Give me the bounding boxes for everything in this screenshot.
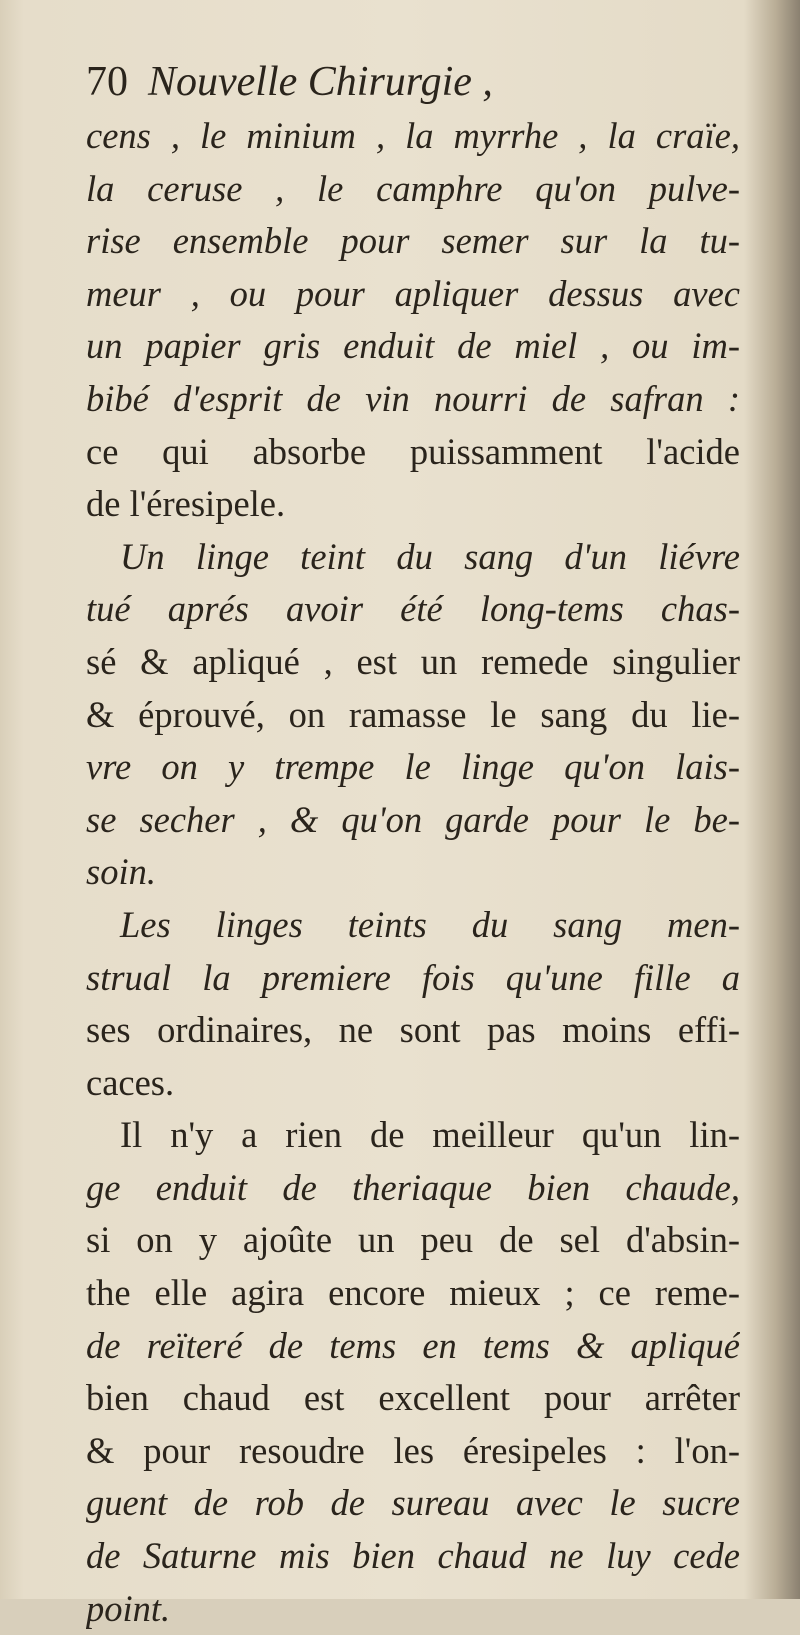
- text-line: bibé d'esprit de vin nourri de safran :: [86, 377, 740, 419]
- running-header: [86, 52, 740, 112]
- text-line: soin.: [86, 851, 156, 893]
- text-line: Il n'y a rien de meilleur qu'un lin-: [120, 1114, 740, 1156]
- text-line: meur , ou pour apliquer dessus avec: [86, 272, 740, 314]
- text-line: strual la premiere fois qu'une fille a: [86, 956, 740, 998]
- page-number: 70: [86, 59, 128, 105]
- text-line: se secher , & qu'on garde pour le be-: [86, 798, 740, 840]
- text-line: vre on y trempe le linge qu'on lais-: [86, 746, 740, 788]
- text-line: de reïteré de tems en tems & apliqué: [86, 1324, 740, 1366]
- text-line: tué aprés avoir été long-tems chas-: [86, 588, 740, 630]
- text-line: sé & apliqué , est un remede singulier: [86, 640, 740, 682]
- text-line: un papier gris enduit de miel , ou im-: [86, 325, 740, 367]
- text-line: rise ensemble pour semer sur la tu-: [86, 220, 740, 262]
- text-line: Les linges teints du sang men-: [120, 903, 740, 945]
- text-line: the elle agira encore mieux ; ce reme-: [86, 1272, 740, 1314]
- text-line: point.: [86, 1587, 171, 1629]
- text-line: Un linge teint du sang d'un liévre: [120, 535, 740, 577]
- text-line: si on y ajoûte un peu de sel d'absin-: [86, 1219, 740, 1261]
- text-line: & pour resoudre les éresipeles : l'on-: [86, 1429, 740, 1471]
- text-line: de Saturne mis bien chaud ne luy cede: [86, 1535, 740, 1577]
- running-title: Nouvelle Chirurgie ,: [148, 59, 493, 105]
- body-text: [86, 110, 740, 1635]
- text-line: ce qui absorbe puissamment l'acide: [86, 430, 740, 472]
- text-line: de l'éresipele.: [86, 483, 286, 525]
- text-line: ses ordinaires, ne sont pas moins effi-: [86, 1009, 740, 1051]
- text-line: bien chaud est excellent pour arrêter: [86, 1377, 740, 1419]
- text-line: guent de rob de sureau avec le sucre: [86, 1482, 740, 1524]
- text-line: & éprouvé, on ramasse le sang du lie-: [86, 693, 740, 735]
- text-line: la ceruse , le camphre qu'on pulve-: [86, 167, 740, 209]
- text-line: cens , le minium , la myrrhe , la craïe,: [86, 115, 740, 156]
- text-line: ge enduit de theriaque bien chaude,: [86, 1166, 740, 1208]
- text-line: caces.: [86, 1061, 175, 1103]
